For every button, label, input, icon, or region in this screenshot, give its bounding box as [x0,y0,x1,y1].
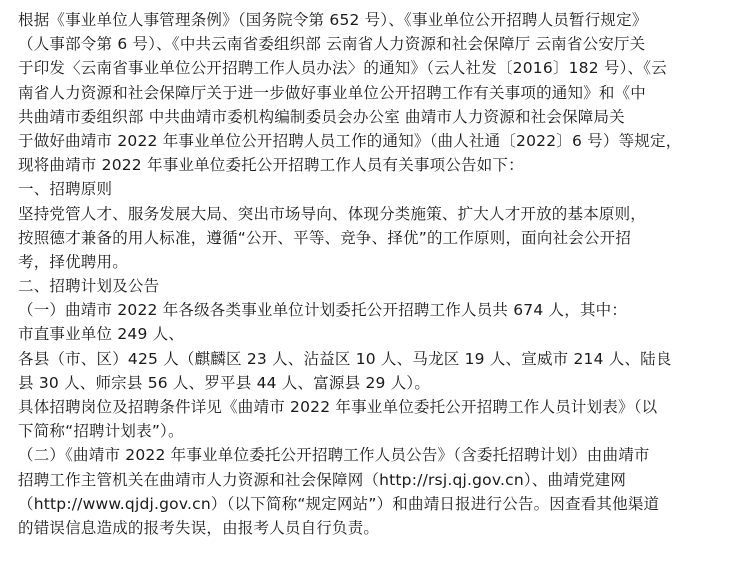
text-line: 各县（市、区）425 人（麒麟区 23 人、沾益区 10 人、马龙区 19 人、宣威市 214 人、陆良 [18,349,672,368]
text-line: （人事部令第 6 号）、《中共云南省委组织部 云南省人力资源和社会保障厅 云南省公安厅关 [18,35,646,54]
text-line: 市直事业单位 249 人、 [18,325,185,344]
text-line: 按照德才兼备的用人标准，遵循“公开、平等、竞争、择优”的工作原则，面向社会公开招 [18,228,632,247]
text-line: 坚持党管人才、服务发展大局、突出市场导向、体现分类施策、扩大人才开放的基本原则， [18,204,647,223]
text-line: 招聘工作主管机关在曲靖市人力资源和社会保障网（http://rsj.qj.gov.cn）、曲靖党建网 [18,470,627,489]
section-heading-plan: 二、招聘计划及公告 [18,277,160,296]
text-line: （http://www.qjdj.gov.cn）（以下简称“规定网站”）和曲靖日报进行公告。因查看其他渠道 [18,494,660,513]
text-line: 于印发〈云南省事业单位公开招聘工作人员办法〉的通知》（云人社发〔2016〕182 号）、《云 [18,59,667,78]
text-line: 县 30 人、师宗县 56 人、罗平县 44 人、富源县 29 人）。 [18,373,431,392]
text-line: 共曲靖市委组织部 中共曲靖市委机构编制委员会办公室 曲靖市人力资源和社会保障局关 [18,107,625,126]
text-line: 根据《事业单位人事管理条例》（国务院令第 652 号）、《事业单位公开招聘人员暂行规定》 [18,11,648,29]
text-line: （一）曲靖市 2022 年各级各类事业单位计划委托公开招聘工作人员共 674 人，其中： [18,301,628,320]
text-line: 南省人力资源和社会保障厅关于进一步做好事业单位公开招聘工作有关事项的通知》和《中 [18,83,647,102]
text-line: 于做好曲靖市 2022 年事业单位公开招聘人员工作的通知》（曲人社通〔2022〕6 号）等规定， [18,131,682,150]
text-line: 下简称“招聘计划表”）。 [18,422,184,441]
section-heading-principles: 一、招聘原则 [18,180,113,199]
text-line: 考，择优聘用。 [18,252,128,271]
text-line: （二）《曲靖市 2022 年事业单位委托公开招聘工作人员公告》（含委托招聘计划）由曲靖市 [18,446,650,465]
text-line: 的错误信息造成的报考失误，由报考人员自行负责。 [18,518,380,537]
text-line: 现将曲靖市 2022 年事业单位委托公开招聘工作人员有关事项公告如下： [18,156,524,175]
text-line: 具体招聘岗位及招聘条件详见《曲靖市 2022 年事业单位委托公开招聘工作人员计划表》（以 [18,398,658,416]
